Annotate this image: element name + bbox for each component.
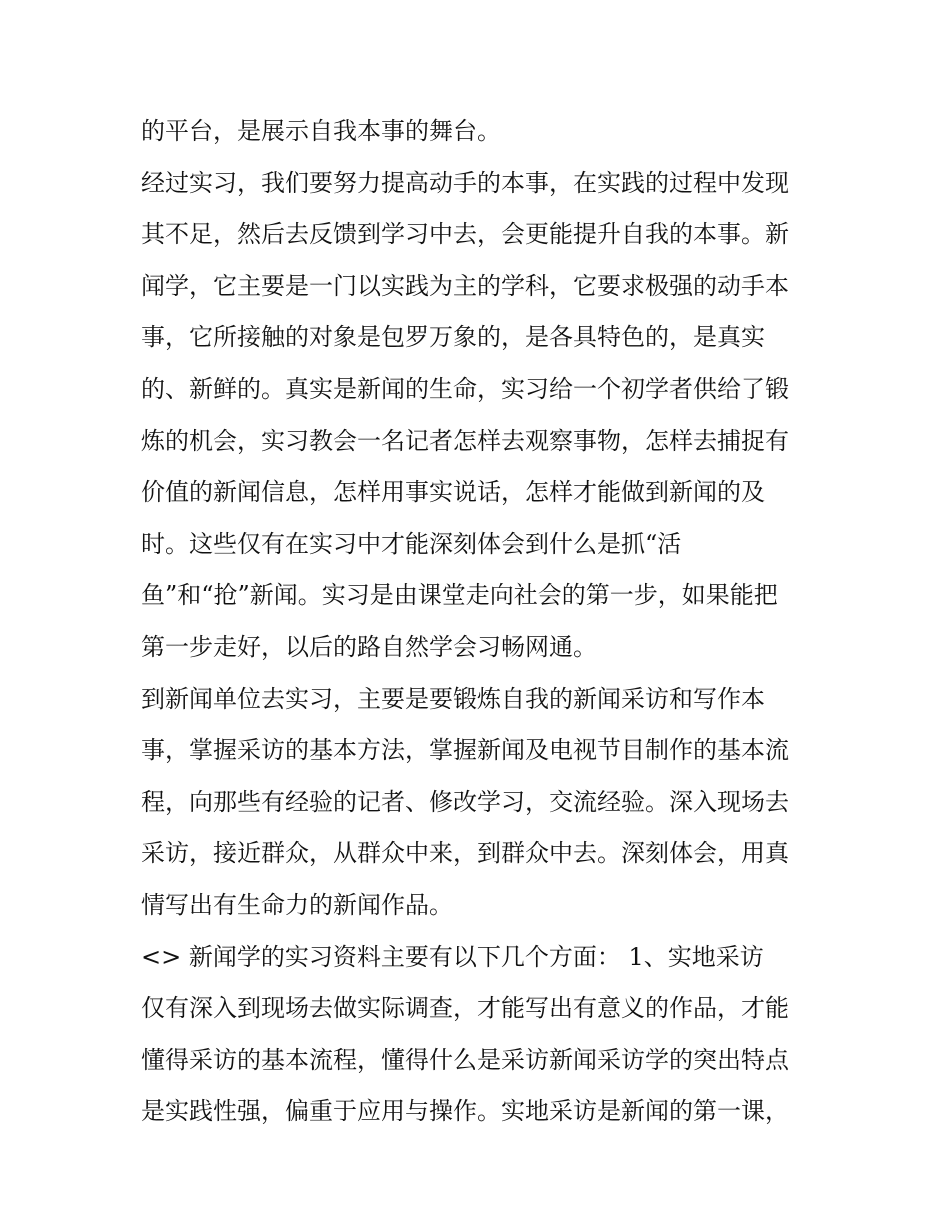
text-line: 的平台，是展示自我本事的舞台。 (141, 117, 501, 145)
text-line: 经过实习，我们要努力提高动手的本事，在实践的过程中发现 (141, 168, 789, 197)
text-line: 懂得采访的基本流程，懂得什么是采访新闻采访学的突出特点 (141, 1045, 789, 1074)
text-line: 第一步走好，以后的路自然学会习畅网通。 (141, 632, 597, 661)
text-line: 鱼”和“抢”新闻。实习是由课堂走向社会的第一步，如果能把 (141, 581, 778, 610)
text-line: 情写出有生命力的新闻作品。 (141, 890, 453, 919)
text-line: 其不足，然后去反馈到学习中去，会更能提升自我的本事。新 (141, 220, 789, 249)
text-line: 事，它所接触的对象是包罗万象的，是各具特色的，是真实 (141, 323, 765, 352)
text-line: 采访，接近群众，从群众中来，到群众中去。深刻体会，用真 (141, 839, 789, 868)
text-line: 时。这些仅有在实习中才能深刻体会到什么是抓“活 (141, 529, 682, 558)
text-line: 仅有深入到现场去做实际调查，才能写出有意义的作品，才能 (141, 994, 789, 1023)
text-line: <> 新闻学的实习资料主要有以下几个方面： 1、实地采访 (141, 942, 764, 971)
text-line: 闻学，它主要是一门以实践为主的学科，它要求极强的动手本 (141, 271, 789, 300)
text-line: 的、新鲜的。真实是新闻的生命，实习给一个初学者供给了锻 (141, 374, 789, 403)
text-line: 炼的机会，实习教会一名记者怎样去观察事物，怎样去捕捉有 (141, 426, 789, 455)
body-text (141, 106, 821, 1138)
text-line: 是实践性强，偏重于应用与操作。实地采访是新闻的第一课， (141, 1097, 789, 1126)
text-line: 程，向那些有经验的记者、修改学习，交流经验。深入现场去 (141, 787, 789, 816)
text-line: 事，掌握采访的基本方法，掌握新闻及电视节目制作的基本流 (141, 736, 789, 765)
text-line: 价值的新闻信息，怎样用事实说话，怎样才能做到新闻的及 (141, 478, 765, 507)
text-line: 到新闻单位去实习，主要是要锻炼自我的新闻采访和写作本 (141, 684, 765, 713)
